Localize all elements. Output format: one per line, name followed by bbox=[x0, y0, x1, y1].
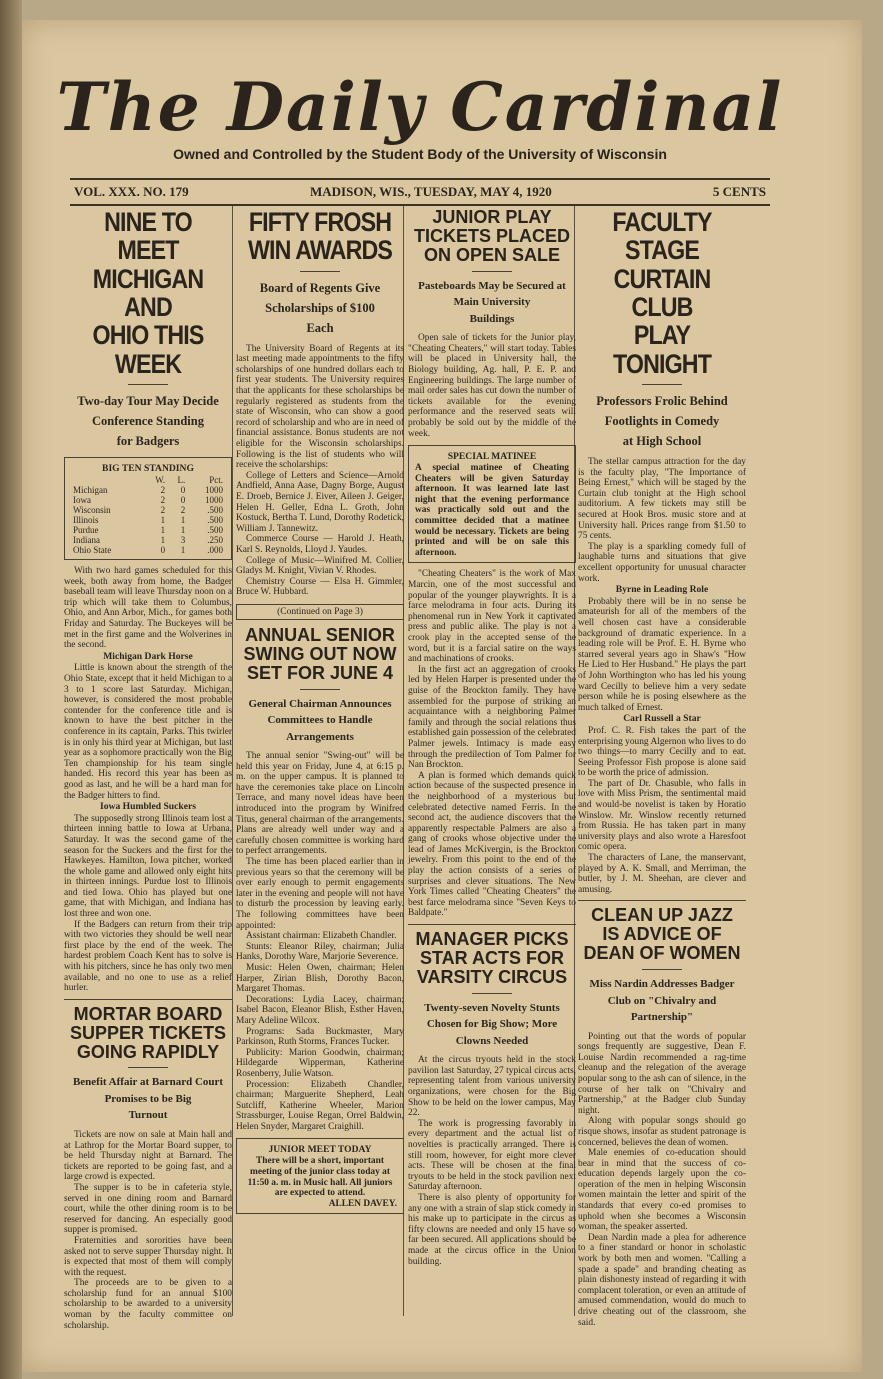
column-3 bbox=[408, 208, 576, 1267]
price: 5 CENTS bbox=[712, 184, 766, 199]
article-body: Tickets are now on sale at Main hall and at Lathrop for the Mortar Board supper, to be held Thursday night at Barnard. The tickets are reported to be going fast, and a large crowd is expected. The supper is to be in cafeteria style, served in one dining room and Barnard court, while the other dining room is to be reserved for dancing. An especially good supper is promised. Fraternities and sororities have been asked not to serve supper Thursday night. It is expected that most of them will comply with the request. The proceeds are to be given to a scholarship fund for an annual $100 scholarship to be awarded to a university woman by the faculty committee on scholarship. bbox=[64, 1129, 232, 1331]
dateline: MADISON, WIS., TUESDAY, MAY 4, 1920 bbox=[310, 184, 552, 199]
table-row: Illinois 1 1 .500 bbox=[73, 515, 223, 526]
deck: Miss Nardin Addresses Badger Club on "Chivalry and Partnership" bbox=[589, 978, 735, 1024]
headline: MANAGER PICKS STAR ACTS FOR VARSITY CIRCUS bbox=[415, 929, 569, 987]
masthead bbox=[50, 62, 790, 162]
book-spine bbox=[0, 0, 22, 1379]
article-body: The annual senior "Swing-out" will be held this year on Friday, June 4, at 6:15 p. m. on the upper campus. It is planned to have the ceremonies take place on Lincoln Terrace, and many novel ideas have been introduced into the program by Winifred Titus, general chairman of the arrangements. Plans are already well under way and a carefully chosen committee is working hard to perfect arrangements. The time has been placed earlier than in previous years so that the ceremony will be over early enough to permit engagements later in the evening and people will not have to disturb the procession by leaving early. The following committees have been appointed: Assistant chairman: Elizabeth Chandler. Stunts: Eleanor Riley, chairman; Julia Hanks, Dorothy Ware, Marjorie Severence. Music: Helen Owen, chairman; Helen Harper, Zirian Blish, Dorothy Bacon, Margaret Thomas. Decorations: Lydia Lacey, chairman; Isabel Bacon, Eleanor Blish, Esther Haven, Mary Adeline Wilcox. Programs: Sada Buckmaster, Mary Parkinson, Ruth Storms, Frances Tucker. Publicity: Marion Goodwin, chairman; Hildegarde Wipperman, Katherine Rosenberry, Julie Watson. Procession: Elizabeth Chandler, chairman; Marguerite Shepherd, Leah Sutcliff, Katherine Wheeler, Marion Strassburger, Louise Regan, Orrel Baldwin, Helen Snyder, Margaret Craighill. bbox=[236, 751, 404, 1132]
article-body: Open sale of tickets for the Junior play, "Cheating Cheaters," will start today. Tables will be placed in University hall, the Biology building, Ag. hall, P. E. P. and Engineering buildings. The large number of mail order sales has cut down the number of tickets available for the evening performance and the reserved seats will probably be sold out by the middle of the week. bbox=[408, 333, 576, 439]
headline: MORTAR BOARD SUPPER TICKETS GOING RAPIDLY bbox=[69, 1003, 227, 1062]
article-body: Pointing out that the words of popular songs frequently are suggestive, Dean F. Louise Nardin recommended a rag-time cleanup and the relegation of the average popular song to the ash can of silence, in the course of her talk on "Chivalry and Partnership," at the Badger club Sunday night. Along with popular songs should go risque shows, insofar as student patronage is concerned, believes the dean of women. Male enemies of co-education should bear in mind that the success of co-education depends largely upon the co-operation of the men in helping Wisconsin women maintain the letter and spirit of the standards that every co-ed promises to uphold when she becomes a Wisconsin woman, the speaker asserted. Dean Nardin made a plea for adherence to a finer standard or honor in scholastic work by both men and women. "Calling a spade a spade" and branding cheating as plain dishonesty instead of regarding it with complacent toleration, or even an attitude of amused commendation, would do much to drive cheating out of the classroom, she said. bbox=[578, 1031, 746, 1328]
notice-box: JUNIOR MEET TODAY There will be a short, important meeting of the junior class today at 11:50 a. m. in Music hall. All juniors are expected to attend. ALLEN DAVEY. bbox=[236, 1138, 404, 1214]
headline: JUNIOR PLAY TICKETS PLACED ON OPEN SALE bbox=[413, 207, 570, 265]
deck: Board of Regents Give Scholarships of $100 Each bbox=[259, 280, 381, 335]
volume-number: VOL. XXX. NO. 179 bbox=[74, 184, 189, 199]
deck: Two-day Tour May Decide Conference Standing for Badgers bbox=[77, 394, 219, 449]
deck: Pasteboards May be Secured at Main University Buildings bbox=[418, 279, 566, 325]
deck: Twenty-seven Novelty Stunts Chosen for Big Show; More Clowns Needed bbox=[424, 1001, 560, 1047]
standings-table: BIG TEN STANDING W. L. Pct. Michigan 2 0 1000 Iowa 2 0 1000 Wisconsin 2 2 .500 Illinois 1 1 .500 Purdue 1 1 .500 Indiana 1 3 .250 Ohio State 0 1 .000 bbox=[64, 457, 232, 560]
issue-line bbox=[70, 178, 770, 206]
article-body: The stellar campus attraction for the day is the faculty play, "The Importance of Being Ernest," which will be staged by the Curtain club tonight at the High school auditorium. A few tickets may still be secured at Hook Bros. music store and at University hall. Prices range from $1.50 to 75 cents. The play is a sparkling comedy full of laughable turns and situations that give excellent opportunity for unusual character work. Byrne in Leading Role Probably there will be in no sense be amateurish for all of the members of the well chosen cast have a considerable background of dramatic experience. In a leading role will be Prof. E. H. Byrne who starred several years ago in Shaw's "How He Lied to Her Husband." He plays the part of John Worthington who has led his young ward Cecilly to believe him a very sedate person while he is posing elsewhere as the much talked of Ernest. Carl Russell a Star Prof. C. R. Fish takes the part of the enterprising young Algernon who lives to do two things—to marry Cecilly and to eat. Seeing Professor Fish propose is alone said to be worth the price of admission. The part of Dr. Chasuble, who falls in love with Miss Prism, the sentimental maid and would-be novelist is taken by Horatio Winslow. Mr. Winslow recently returned from Russia. He has taken part in many university plays and also wrote a Haresfoot comic opera. The characters of Lane, the manservant, played by A. K. Small, and Merriman, the butler, by J. M. Sheehan, are clever and amusing. bbox=[578, 457, 746, 895]
column-4 bbox=[578, 208, 746, 1328]
deck: General Chairman Announces Committees to Handle Arrangements bbox=[248, 697, 392, 743]
article-body: At the circus tryouts held in the stock pavilion last Saturday, 27 typical circus acts, representing talent from various university organizations, were chosen for the Big Show to be held on the lower campus, May 22. The work is progressing favorably in every department and the actual list of novelties is practically arranged. There is still room, however, for eight more clever acts. These will be chosen at the final tryouts to be held in the stock pavilion next Saturday afternoon. There is also plenty of opportunity for any one with a strain of slap stick comedy in his make up to participate in the circus as fifty clowns are needed and only 15 have so far been secured. All applications should be made at the circus office in the Union building. bbox=[408, 1055, 576, 1267]
headline: CLEAN UP JAZZ IS ADVICE OF DEAN OF WOMEN bbox=[583, 905, 741, 964]
column-2 bbox=[236, 208, 404, 1220]
notice-box: SPECIAL MATINEE A special matinee of Cheating Cheaters will be given Saturday afternoon. It was learned late last night that the evening performance was practically sold out and the committee decided that a matinee would be necessary. Tickets are being printed and will be on sale this afternoon. bbox=[408, 445, 576, 563]
column-rule bbox=[232, 206, 233, 1316]
article-body: With two hard games scheduled for this week, both away from home, the Badger baseball team will leave Thursday noon on a trip which will take them to Columbus, Ohio, and Ann Arbor, Mich., for games both Friday and Saturday. The Buckeyes will be met in the first game and the Wolverines in the second. Michigan Dark Horse Little is known about the strength of the Ohio State, except that it held Michigan to a 3 to 1 score last Saturday. Michigan, however, is considered the most probable contender for the conference title and is known to have the best pitcher in the conference in its captain, Parks. This twirler is in only his third year at Michigan, but last year as a sophomore practically won the Big Ten championship for his team single handed. His record this year has been as good as last, and he will be a hard man for the Badger hitters to find. Iowa Humbled Suckers The supposedly strong Illinois team lost a thirteen inning battle to Iowa at Urbana, Saturday. It was the second game of the season for the Suckers and the first for the Hawkeyes. Hamilton, Iowa pitcher, worked the whole game and allowed only eight hits in thirteen innings. Purdue lost to Illinois and tied Iowa. Ohio has played but one game, that with Michigan, and Indiana has lost three and won one. If the Badgers can return from their trip with two victories they should be well near first place by the end of the week. The hardest problem Coach Kent has to solve is with his pitchers, since he has only two men available, and no one to use as a relief hurler. bbox=[64, 566, 232, 994]
table-row: Michigan 2 0 1000 bbox=[73, 485, 223, 496]
headline: ANNUAL SENIOR SWING OUT NOW SET FOR JUNE 4 bbox=[243, 624, 397, 683]
table-row: Wisconsin 2 2 .500 bbox=[73, 505, 223, 516]
table-row: Purdue 1 1 .500 bbox=[73, 525, 223, 536]
table-row: Ohio State 0 1 .000 bbox=[73, 545, 223, 556]
continued-note: (Continued on Page 3) bbox=[236, 604, 404, 620]
article-body: "Cheating Cheaters" is the work of Max Marcin, one of the most successful and popular of the younger playwrights. It is a farce melodrama in four acts. During its phenomenal run in New York it captivated press and public alike. The play is not a crook play in the accepted sense of the word, but it is a farcial satire on the ways and machinations of crooks. In the first act an aggregation of crooks led by Helen Harper is presented under the guise of the Brockton family. They have assembled for the purpose of striking an acquaintance with a neighboring Palmer family and through the social relations thus established gain possession of the celebrated Palmer jewels. Intimacy is made easy through the predilection of Tom Palmer for Nan Brockton. A plan is formed which demands quick action because of the suspected presence in the neighborhood of a mysterious but celebrated detective named Ferris. In the second act, the audience discovers that the apparently respectable Palmers are also a gang of crooks whose objective under the lead of James McKivergin, is the Brockton jewelry. From this point to the end of the play the action consists of a series of surprises and clever situations. The New York Times called "Cheating Cheaters" the best farce melodrama since "Seven Keys to Baldpate." bbox=[408, 569, 576, 919]
column-1 bbox=[64, 208, 232, 1331]
deck: Professors Frolic Behind Footlights in Comedy at High School bbox=[596, 394, 728, 449]
table-row: Indiana 1 3 .250 bbox=[73, 535, 223, 546]
table-row: Iowa 2 0 1000 bbox=[73, 495, 223, 506]
deck: Benefit Affair at Barnard Court Promises to be Big Turnout bbox=[72, 1076, 224, 1122]
masthead-subtitle: Owned and Controlled by the Student Body of the University of Wisconsin bbox=[173, 146, 667, 162]
headline: NINE TO MEET MICHIGAN AND OHIO THIS WEEK bbox=[92, 207, 204, 379]
article-body: The University Board of Regents at its last meeting made appointments to the fifty scholarships of one hundred dollars each to first year students. The University requires that the applicants for these scholarships be regularly registered as students from the state of Wisconsin, who can show a good record of scholarship and who are in need of financial assistance. Bonus students are not eligible for the Wisconsin scholarships. Following is the list of students who will receive the scholarships: College of Letters and Science—Arnold Andfield, Anna Aase, Dagny Borge, August E. Droeb, Bernice J. Eiver, Aileen J. Geiger, Helen H. Geller, Edna L. Groth, John Kostuck, Bertha T. Lund, Dorothy Rodetick, William J. Tannewitz. Commerce Course — Harold J. Heath, Karl S. Reynolds, Lloyd J. Yaudes. College of Music—Winifred M. Collier, Gladys M. Knight, Vivian V. Rhodes. Chemistry Course — Elsa H. Gimmler, Bruce W. Hubbard. bbox=[236, 343, 404, 598]
headline: FACULTY STAGE CURTAIN CLUB PLAY TONIGHT bbox=[612, 207, 712, 379]
headline: FIFTY FROSH WIN AWARDS bbox=[247, 207, 393, 266]
masthead-title: The Daily Cardinal bbox=[56, 68, 784, 146]
